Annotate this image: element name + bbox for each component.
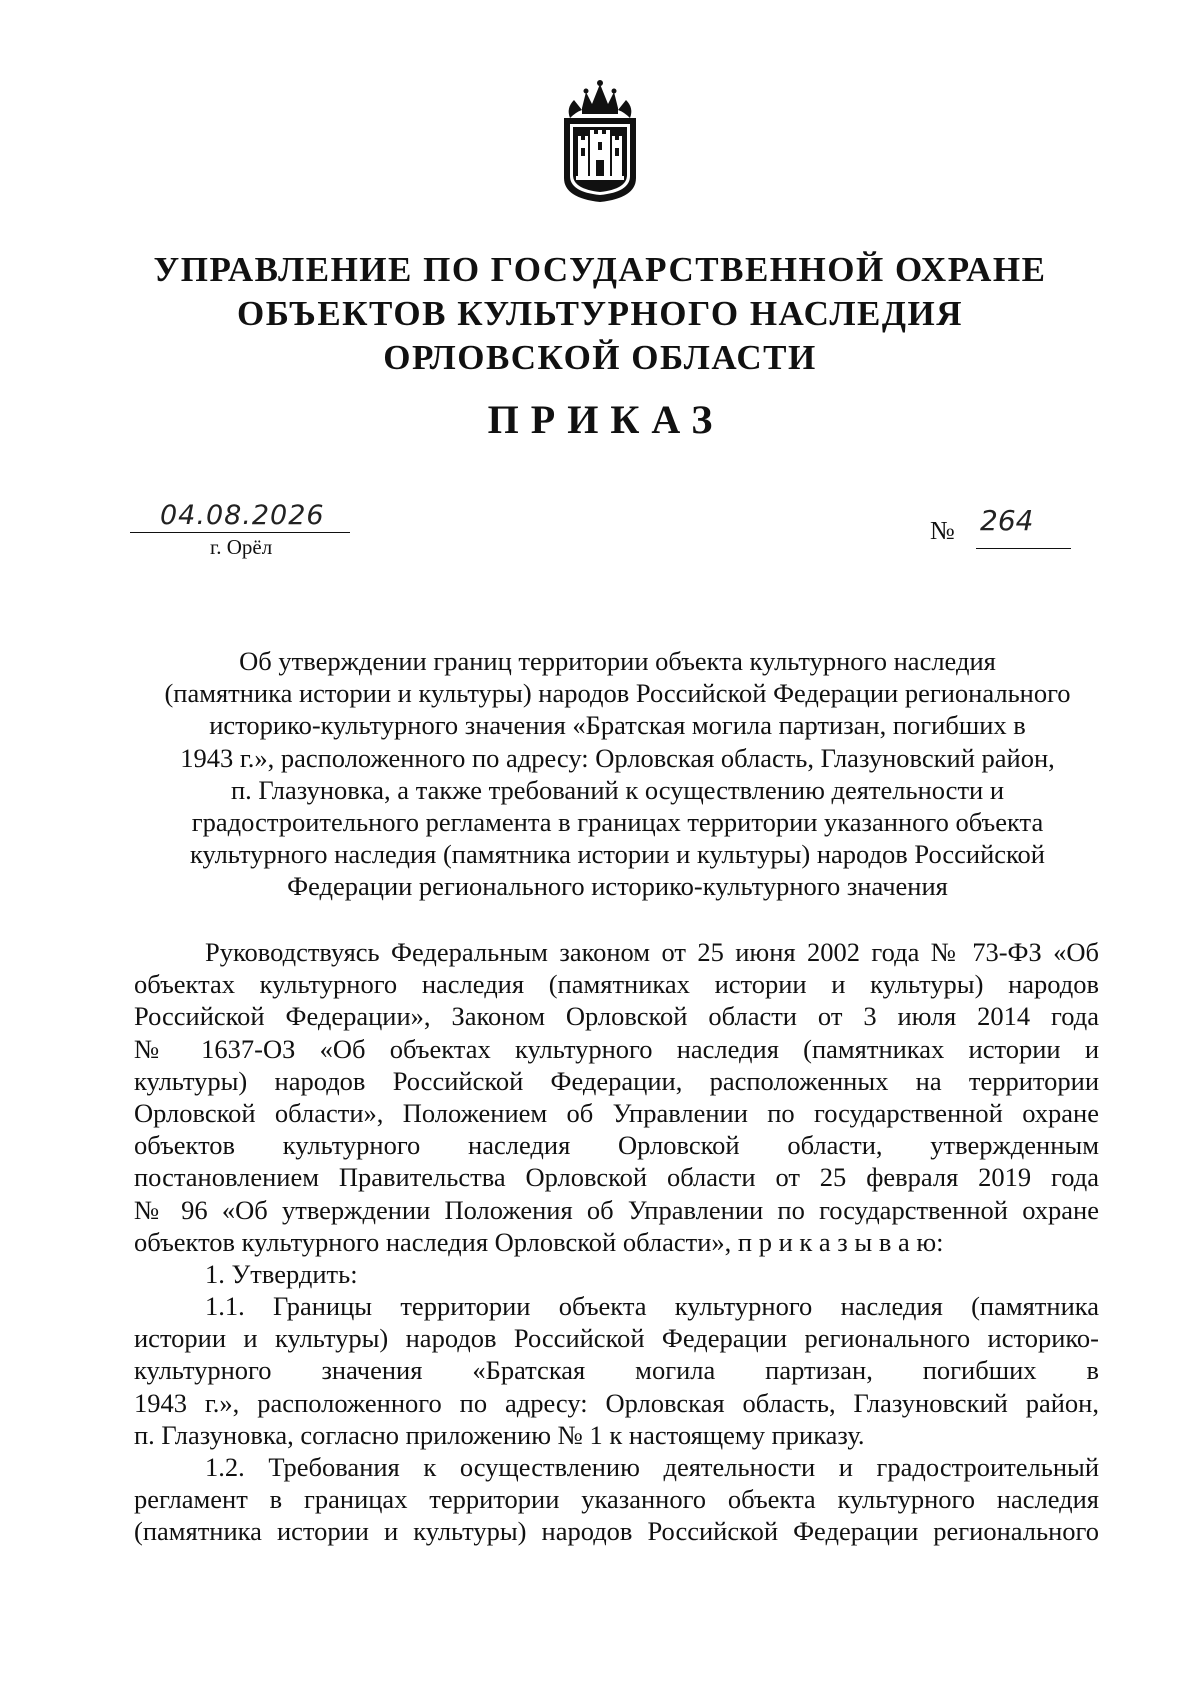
body-line: Орловской области», Положением об Управлении по государственной охране: [134, 1097, 1099, 1128]
subject-line: градостроительного регламента в границах территории указанного объекта: [191, 807, 1044, 838]
body-line: (памятника истории и культуры) народов Российской Федерации регионального: [134, 1516, 1099, 1547]
date-block: [140, 500, 340, 560]
subject-line: (памятника истории и культуры) народов Российской Федерации регионального: [164, 678, 1071, 709]
number-underline: [976, 548, 1071, 549]
body-line: 1.1. Границы территории объекта культурного наследия (памятника: [205, 1291, 1099, 1322]
body-line: объектов культурного наследия Орловской области», п р и к а з ы в а ю:: [134, 1226, 944, 1257]
body-line: истории и культуры) народов Российской Федерации регионального историко-: [134, 1323, 1099, 1354]
order-body: [134, 936, 1099, 1548]
organization-line-1: УПРАВЛЕНИЕ ПО ГОСУДАРСТВЕННОЙ ОХРАНЕ: [153, 250, 1047, 289]
organization-line-2: ОБЪЕКТОВ КУЛЬТУРНОГО НАСЛЕДИЯ: [237, 294, 963, 333]
handwritten-order-number: 264: [980, 504, 1034, 537]
body-line: 1.2. Требования к осуществлению деятельности и градостроительный: [205, 1452, 1099, 1482]
body-line: объектов культурного наследия Орловской области, утвержденным: [134, 1130, 1099, 1161]
body-line: Российской Федерации», Законом Орловской области от 3 июля 2014 года: [134, 1001, 1099, 1032]
city-label: г. Орёл: [210, 535, 273, 559]
coat-of-arms-icon: [560, 78, 640, 204]
body-line: регламент в границах территории указанного объекта культурного наследия: [134, 1484, 1099, 1515]
subject-line: культурного наследия (памятника истории и культуры) народов Российской: [190, 839, 1045, 870]
subject-line: 1943 г.», расположенного по адресу: Орловская область, Глазуновский район,: [180, 742, 1055, 773]
organization-name: [150, 248, 1050, 380]
order-subject: [140, 645, 1095, 903]
body-line: 1. Утвердить:: [205, 1258, 358, 1289]
number-sign: №: [930, 516, 955, 545]
date-underline: [130, 532, 350, 533]
body-line: п. Глазуновка, согласно приложению № 1 к настоящему приказу.: [134, 1419, 865, 1450]
document-type-title: ПРИКАЗ: [487, 397, 725, 442]
body-line: постановлением Правительства Орловской области от 25 февраля 2019 года: [134, 1162, 1099, 1193]
body-line: объектах культурного наследия (памятниках истории и культуры) народов: [134, 969, 1099, 1000]
body-line: культурного значения «Братская могила партизан, погибших в: [134, 1355, 1099, 1386]
body-line: 1943 г.», расположенного по адресу: Орловская область, Глазуновский район,: [134, 1387, 1099, 1418]
body-line: Руководствуясь Федеральным законом от 25 июня 2002 года № 73-ФЗ «Об: [205, 937, 1099, 967]
handwritten-date: 04.08.2026: [160, 500, 325, 531]
body-line: № 1637-ОЗ «Об объектах культурного наследия (памятниках истории и: [134, 1033, 1099, 1064]
order-number-block: [930, 504, 1090, 548]
subject-line: Об утверждении границ территории объекта культурного наследия: [239, 646, 996, 676]
body-line: культуры) народов Российской Федерации, расположенных на территории: [134, 1065, 1099, 1096]
subject-line: историко-культурного значения «Братская могила партизан, погибших в: [209, 710, 1026, 741]
organization-line-3: ОРЛОВСКОЙ ОБЛАСТИ: [383, 338, 817, 377]
subject-line: Федерации регионального историко-культурного значения: [287, 871, 948, 902]
subject-line: п. Глазуновка, а также требований к осуществлению деятельности и: [230, 774, 1005, 805]
body-line: № 96 «Об утверждении Положения об Управлении по государственной охране: [134, 1194, 1099, 1225]
